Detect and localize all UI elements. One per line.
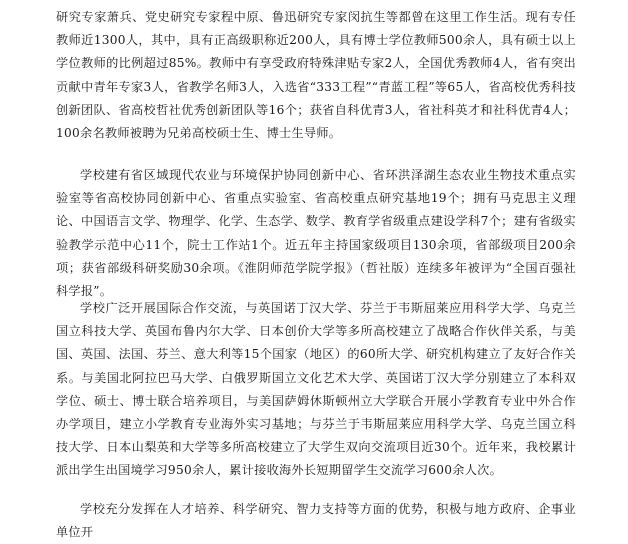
paragraph-service: 学校充分发挥在人才培养、科学研究、智力支持等方面的优势，积极与地方政府、企事业单位开 [56,502,576,540]
paragraph-international: 学校广泛开展国际合作交流，与英国诺丁汉大学、芬兰于韦斯屈莱应用科学大学、乌克兰国立科技大学、英国布鲁内尔大学、日本创价大学等多所高校建立了战略合作伙伴关系，与美国、英国、法国、芬兰、意大利等15个国家（地区）的60所大学、研究机构建立了友好合作关系。与美国北阿拉巴马大学、白俄罗斯国立文化艺术大学、英国诺丁汉大学分别建立了本科双学位、硕士、博士联合培养项目，与美国萨姆休斯顿州立大学联合开展小学教育专业中外合作办学项目，建立小学教育专业海外实习基地；与芬兰于韦斯屈莱应用科学大学、乌克兰国立科技大学、日本山梨英和大学等多所高校建立了大学生双向交流项目近30个。近年来，我校累计派出学生出国境学习950余人，累计接收海外长短期留学生交流学习600余人次。 [56,301,576,478]
paragraph-research: 学校建有省区域现代农业与环境保护协同创新中心、省环洪泽湖生态农业生物技术重点实验室等省高校协同创新中心、省重点实验室、省高校重点研究基地19个；拥有马克思主义理论、中国语言文学、物理学、化学、生态学、数学、教育学省级重点建设学科7个；建有省级实验教学示范中心11个，院士工作站1个。近五年主持国家级项目130余项，省部级项目200余项；获省部级科研奖励30余项。《淮阴师范学院学报》（哲社版）连续多年被评为“全国百强社科学报”。 [56,168,576,299]
paragraph-faculty: 研究专家萧兵、党史研究专家程中原、鲁迅研究专家闵抗生等都曾在这里工作生活。现有专任教师近1300人，其中，具有正高级职称近200人，具有博士学位教师500余人，具有硕士以上学位教师的比例超过85%。教师中有享受政府特殊津贴专家2人，全国优秀教师4人，省有突出贡献中青年专家3人，省教学名师3人，入选省“333工程”“青蓝工程”等65人，省高校优秀科技创新团队、省高校哲社优秀创新团队等16个；获省自科优青3人，省社科英才和社科优青4人；100余名教师被聘为兄弟高校硕士生、博士生导师。 [56,10,576,141]
